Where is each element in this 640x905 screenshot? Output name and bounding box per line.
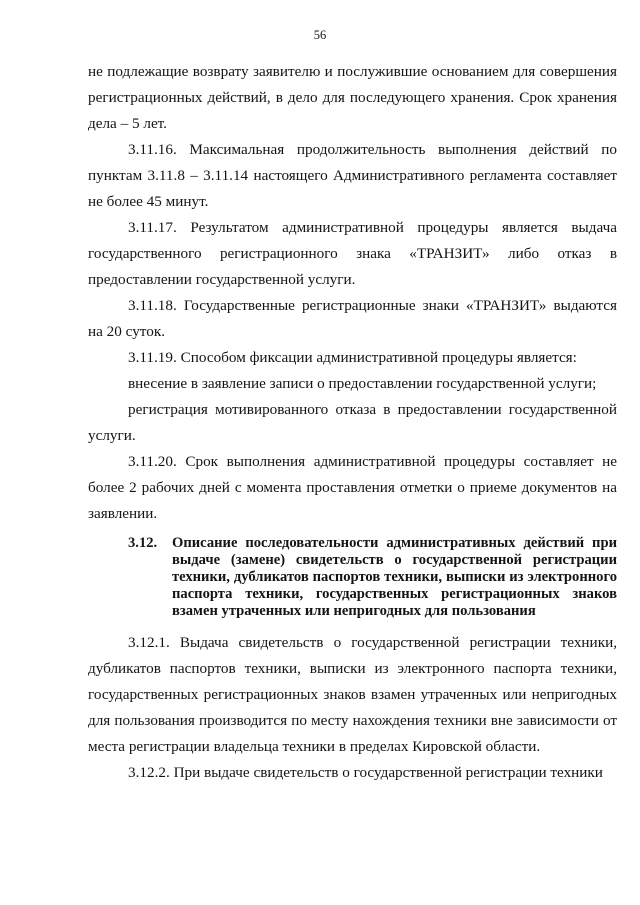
section-heading-number: 3.12. <box>128 535 158 551</box>
section-heading <box>88 535 617 620</box>
section-heading-text: Описание последовательности административных действий при выдаче (замене) свидетельств о государственной регистрации техники, дубликатов паспортов техники, выписки из электронного паспорта техники, государственных регистрационных знаков взамен утраченных или непригодных для пользования <box>172 535 617 619</box>
paragraph: 3.11.20. Срок выполнения административной процедуры составляет не более 2 рабочих дней с момента проставления отметки о приеме документов на заявлении. <box>88 453 617 522</box>
paragraph: 3.12.2. При выдаче свидетельств о государственной регистрации техники <box>128 764 603 781</box>
paragraph: 3.11.16. Максимальная продолжительность выполнения действий по пунктам 3.11.8 – 3.11.14 настоящего Административного регламента составляет не более 45 минут. <box>88 141 617 210</box>
paragraph: не подлежащие возврату заявителю и послужившие основанием для совершения регистрационных действий, в дело для последующего хранения. Срок хранения дела – 5 лет. <box>88 63 617 132</box>
paragraph: 3.11.17. Результатом административной процедуры является выдача государственного регистрационного знака «ТРАНЗИТ» либо отказ в предоставлении государственной услуги. <box>88 219 617 288</box>
paragraph: 3.11.18. Государственные регистрационные знаки «ТРАНЗИТ» выдаются на 20 суток. <box>88 297 617 340</box>
page-number: 56 <box>313 28 327 42</box>
document-body <box>88 59 617 786</box>
paragraphs-before-heading <box>88 59 617 527</box>
paragraph: регистрация мотивированного отказа в предоставлении государственной услуги. <box>88 401 617 444</box>
paragraphs-after-heading <box>88 630 617 786</box>
paragraph: внесение в заявление записи о предоставлении государственной услуги; <box>128 375 597 392</box>
paragraph: 3.12.1. Выдача свидетельств о государственной регистрации техники, дубликатов паспортов техники, выписки из электронного паспорта техники, государственных регистрационных знаков взамен утраченных или непригодных для пользования производится по месту нахождения техники вне зависимости от места регистрации владельца техники в пределах Кировской области. <box>88 634 617 755</box>
paragraph: 3.11.19. Способом фиксации административной процедуры является: <box>128 349 577 366</box>
